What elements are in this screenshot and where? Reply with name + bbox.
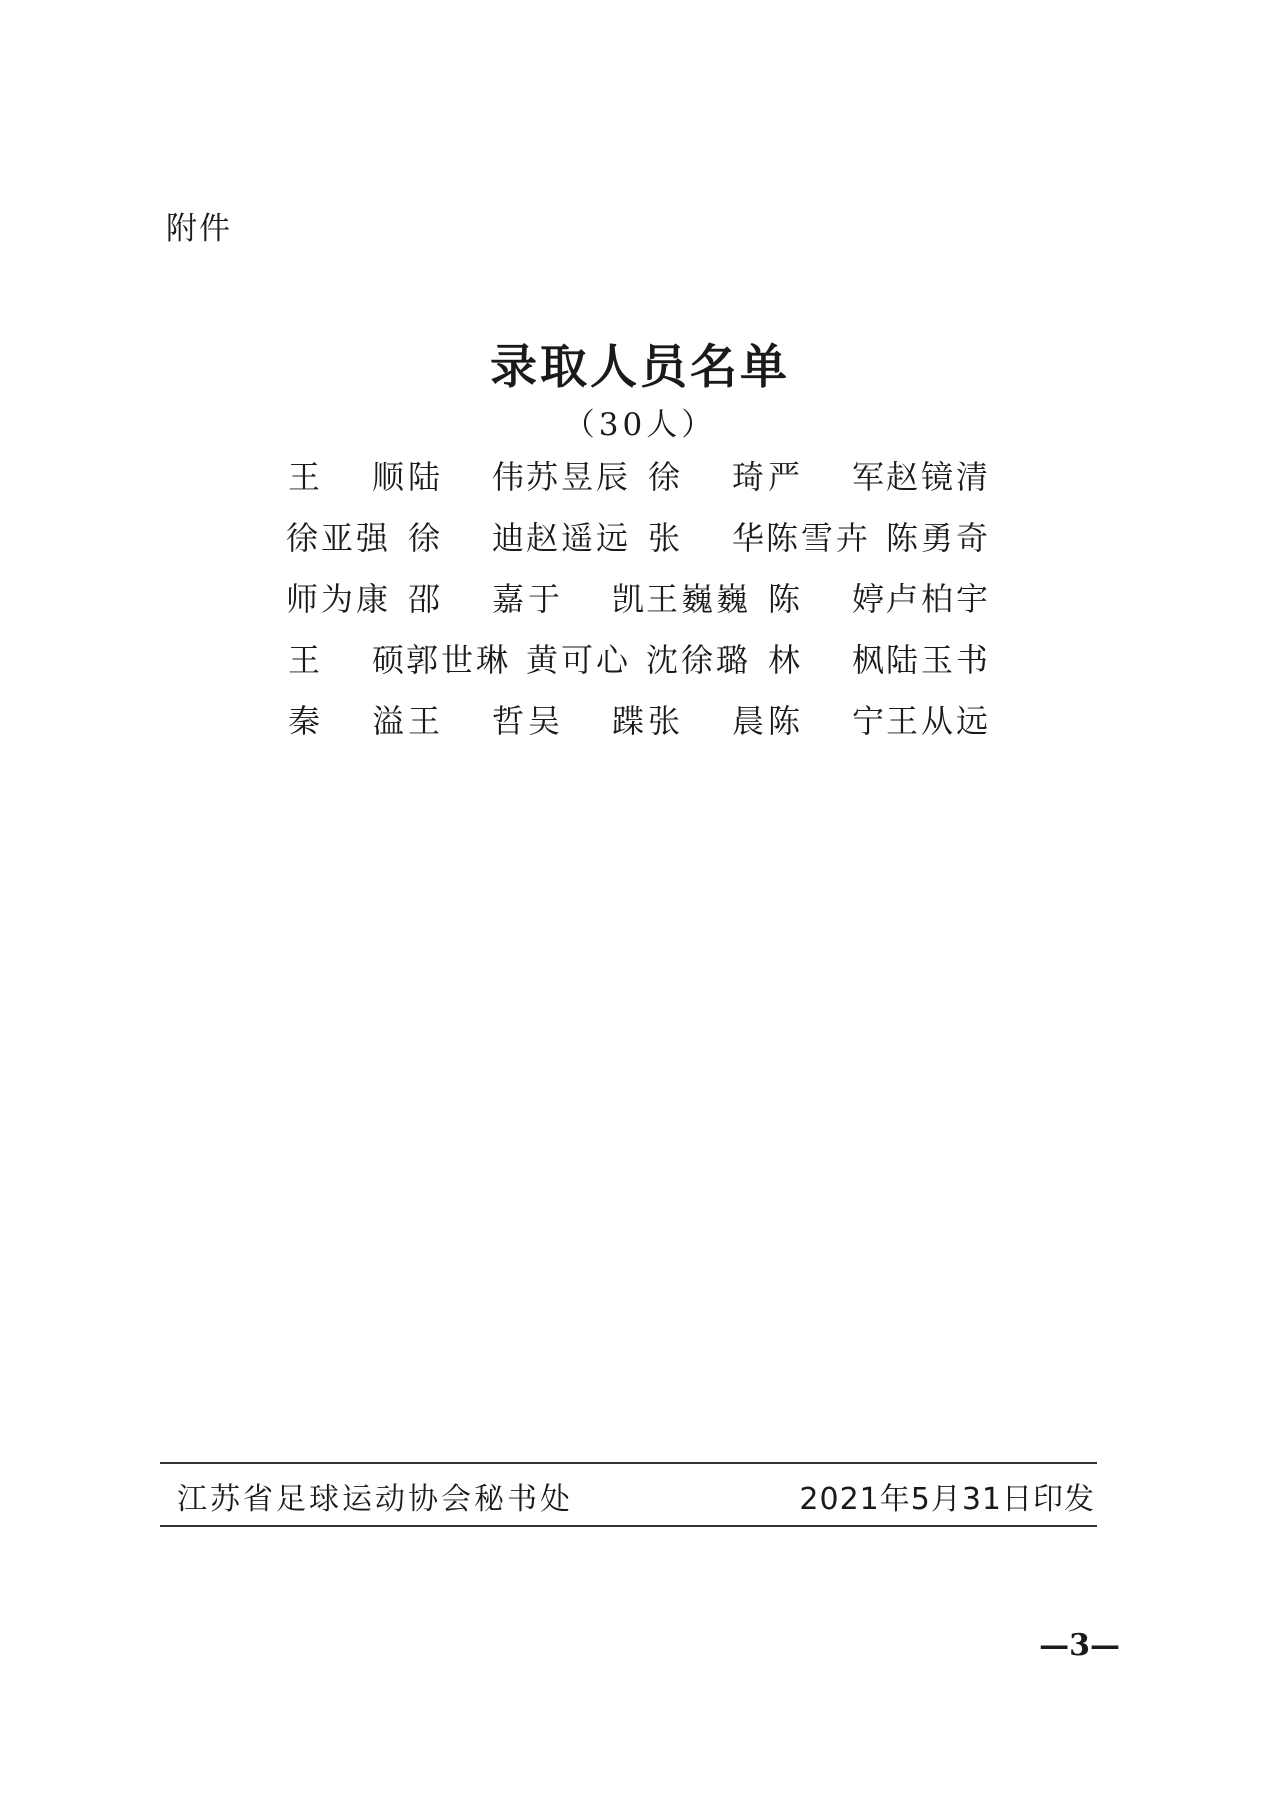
name-item: 严 军 bbox=[767, 458, 884, 496]
name-item: 黄可心 bbox=[526, 641, 632, 679]
name-item: 王 硕 bbox=[287, 641, 404, 679]
name-item: 陈勇奇 bbox=[886, 519, 992, 557]
name-item: 邵 嘉 bbox=[407, 580, 524, 618]
name-item: 林 枫 bbox=[767, 641, 884, 679]
name-item: 陈 宁 bbox=[767, 702, 884, 740]
issuer-label: 江苏省足球运动协会秘书处 bbox=[177, 1482, 573, 1517]
name-item: 王 顺 bbox=[287, 458, 404, 496]
name-item: 秦 溢 bbox=[287, 702, 404, 740]
page-number: —3— bbox=[1039, 1628, 1120, 1663]
name-item: 徐 琦 bbox=[647, 458, 764, 496]
document-title: 录取人员名单 bbox=[490, 340, 790, 395]
issue-date: 2021年5月31日印发 bbox=[799, 1482, 1095, 1517]
name-item: 张 晨 bbox=[647, 702, 764, 740]
name-item: 徐 迪 bbox=[407, 519, 524, 557]
footer-rule-top bbox=[160, 1462, 1097, 1464]
name-item: 于 凯 bbox=[527, 580, 644, 618]
footer-rule-bottom bbox=[160, 1525, 1097, 1527]
name-item: 王从远 bbox=[886, 702, 992, 740]
name-item: 赵遥远 bbox=[526, 519, 632, 557]
name-list bbox=[286, 458, 1006, 740]
name-item: 陆玉书 bbox=[886, 641, 992, 679]
name-item: 陆 伟 bbox=[407, 458, 524, 496]
name-item: 沈徐璐 bbox=[646, 641, 752, 679]
name-item: 徐亚强 bbox=[286, 519, 392, 557]
name-item: 郭世琳 bbox=[406, 641, 512, 679]
name-item: 吴 蹀 bbox=[527, 702, 644, 740]
name-item: 苏昱辰 bbox=[526, 458, 632, 496]
name-item: 张 华 bbox=[647, 519, 764, 557]
name-item: 陈 婷 bbox=[767, 580, 884, 618]
attachment-label: 附件 bbox=[166, 211, 232, 247]
name-item: 卢柏宇 bbox=[886, 580, 992, 618]
name-item: 师为康 bbox=[286, 580, 392, 618]
name-item: 赵镜清 bbox=[886, 458, 992, 496]
count-note: （30人） bbox=[563, 407, 717, 443]
name-item: 陈雪卉 bbox=[766, 519, 872, 557]
name-item: 王 哲 bbox=[407, 702, 524, 740]
name-item: 王巍巍 bbox=[646, 580, 752, 618]
